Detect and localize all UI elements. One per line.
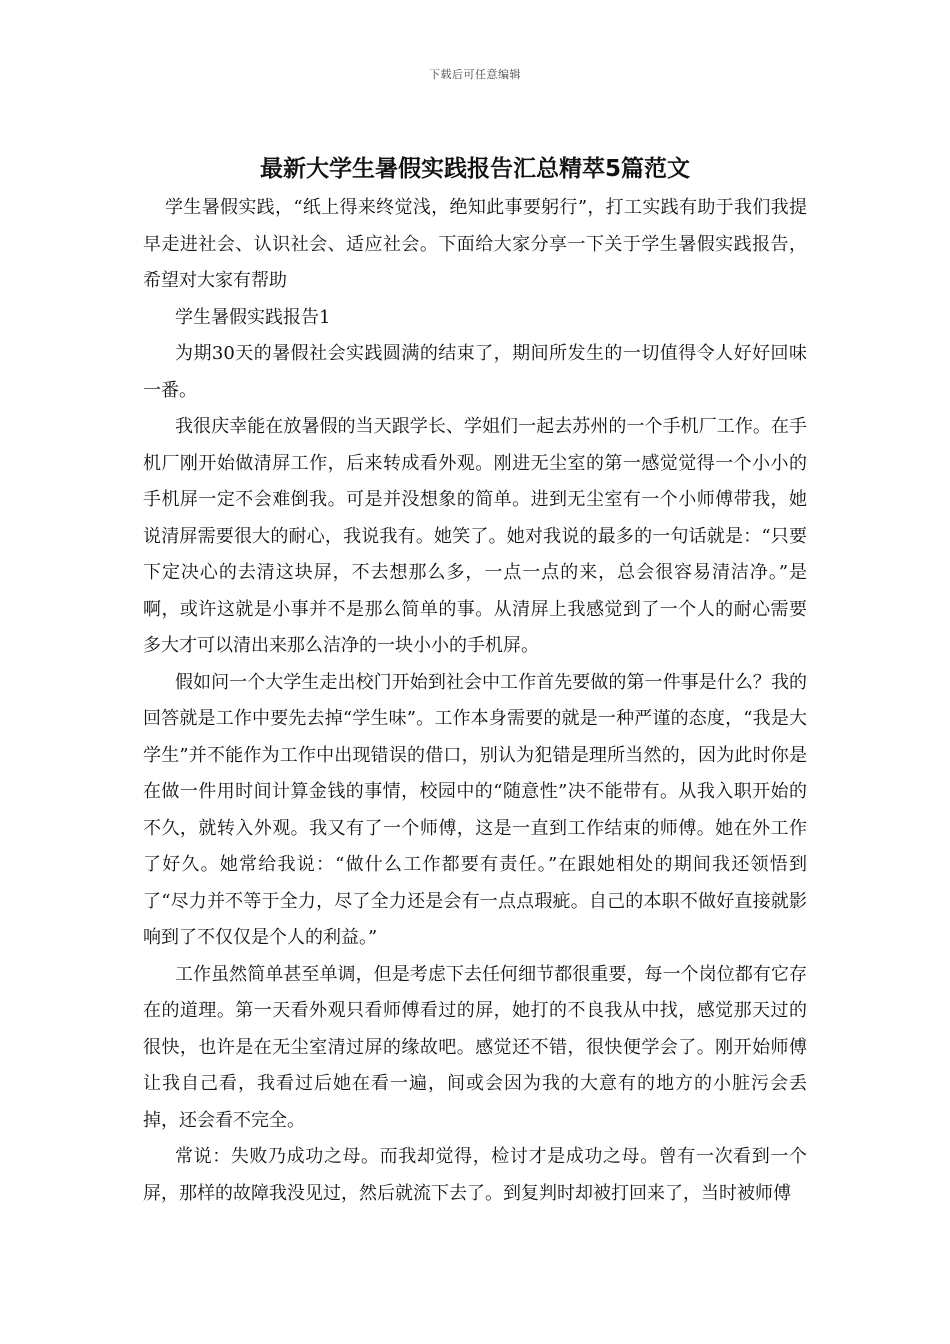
document-body	[143, 190, 807, 1212]
paragraph: 常说：失败乃成功之母。而我却觉得，检讨才是成功之母。曾有一次看到一个屏，那样的故障我没见过，然后就流下去了。到复判时却被打回来了，当时被师傅	[143, 1146, 807, 1204]
header-note: 下载后可任意编辑	[429, 68, 521, 81]
paragraph: 我很庆幸能在放暑假的当天跟学长、学姐们一起去苏州的一个手机厂工作。在手机厂刚开始做清屏工作，后来转成看外观。刚进无尘室的第一感觉觉得一个小小的手机屏一定不会难倒我。可是并没想象的简单。进到无尘室有一个小师傅带我，她说清屏需要很大的耐心，我说我有。她笑了。她对我说的最多的一句话就是：“只要下定决心的去清这块屏，不去想那么多，一点一点的来，总会很容易清洁净。”是啊，或许这就是小事并不是那么简单的事。从清屏上我感觉到了一个人的耐心需要多大才可以清出来那么洁净的一块小小的手机屏。	[143, 416, 807, 656]
paragraph: 假如问一个大学生走出校门开始到社会中工作首先要做的第一件事是什么？我的回答就是工作中要先去掉“学生味”。工作本身需要的就是一种严谨的态度，“我是大学生”并不能作为工作中出现错误的借口，别认为犯错是理所当然的，因为此时你是在做一件用时间计算金钱的事情，校园中的“随意性”决不能带有。从我入职开始的不久，就转入外观。我又有了一个师傅，这是一直到工作结束的师傅。她在外工作了好久。她常给我说：“做什么工作都要有责任。”在跟她相处的期间我还领悟到了“尽力并不等于全力，尽了全力还是会有一点点瑕疵。自己的本职不做好直接就影响到了不仅仅是个人的利益。”	[143, 671, 807, 948]
section-heading: 学生暑假实践报告1	[175, 306, 331, 328]
document-title: 最新大学生暑假实践报告汇总精萃5篇范文	[259, 156, 690, 182]
paragraph-intro: 学生暑假实践，“纸上得来终觉浅，绝知此事要躬行”，打工实践有助于我们我提早走进社会、认识社会、适应社会。下面给大家分享一下关于学生暑假实践报告，希望对大家有帮助	[143, 197, 807, 291]
paragraph: 工作虽然简单甚至单调，但是考虑下去任何细节都很重要，每一个岗位都有它存在的道理。第一天看外观只看师傅看过的屏，她打的不良我从中找，感觉那天过的很快，也许是在无尘室清过屏的缘故吧。感觉还不错，很快便学会了。刚开始师傅让我自己看，我看过后她在看一遍，间或会因为我的大意有的地方的小脏污会丢掉，还会看不完全。	[143, 963, 807, 1131]
paragraph: 为期30天的暑假社会实践圆满的结束了，期间所发生的一切值得令人好好回味一番。	[143, 343, 807, 401]
